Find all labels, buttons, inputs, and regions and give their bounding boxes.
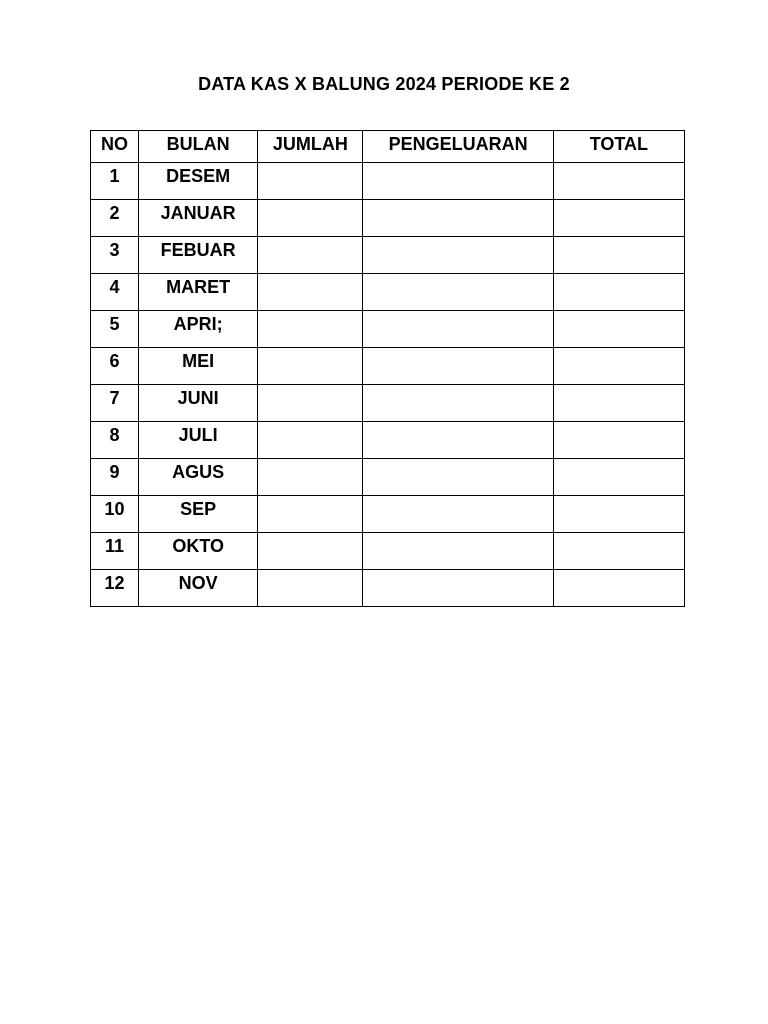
cell-jumlah (258, 237, 363, 274)
table-header-row (91, 131, 685, 163)
cell-jumlah (258, 274, 363, 311)
cell-no: 8 (91, 422, 139, 459)
cell-total (553, 237, 684, 274)
document-title: DATA KAS X BALUNG 2024 PERIODE KE 2 (198, 74, 570, 94)
cell-bulan: FEBUAR (139, 237, 258, 274)
table-row (91, 496, 685, 533)
cell-no: 2 (91, 200, 139, 237)
cell-total (553, 163, 684, 200)
table-row (91, 274, 685, 311)
cell-bulan: APRI; (139, 311, 258, 348)
cell-no: 6 (91, 348, 139, 385)
cell-jumlah (258, 422, 363, 459)
cell-no: 5 (91, 311, 139, 348)
cell-pengeluaran (363, 274, 553, 311)
cell-total (553, 385, 684, 422)
cell-no: 4 (91, 274, 139, 311)
cell-pengeluaran (363, 200, 553, 237)
cell-no: 7 (91, 385, 139, 422)
cell-total (553, 570, 684, 607)
table-row (91, 200, 685, 237)
cell-bulan: SEP (139, 496, 258, 533)
cell-bulan: JANUAR (139, 200, 258, 237)
cell-no: 3 (91, 237, 139, 274)
header-no: NO (91, 131, 139, 163)
cell-total (553, 422, 684, 459)
header-bulan: BULAN (139, 131, 258, 163)
header-jumlah: JUMLAH (258, 131, 363, 163)
cell-pengeluaran (363, 496, 553, 533)
cell-bulan: JULI (139, 422, 258, 459)
cell-total (553, 533, 684, 570)
cell-no: 10 (91, 496, 139, 533)
cell-jumlah (258, 459, 363, 496)
cell-bulan: NOV (139, 570, 258, 607)
cell-pengeluaran (363, 459, 553, 496)
header-pengeluaran: PENGELUARAN (363, 131, 553, 163)
cell-pengeluaran (363, 348, 553, 385)
cell-jumlah (258, 533, 363, 570)
cell-no: 9 (91, 459, 139, 496)
table-row (91, 163, 685, 200)
cell-pengeluaran (363, 533, 553, 570)
cell-total (553, 459, 684, 496)
table-row (91, 348, 685, 385)
table-row (91, 422, 685, 459)
table-row (91, 311, 685, 348)
cell-jumlah (258, 385, 363, 422)
cell-bulan: AGUS (139, 459, 258, 496)
cell-bulan: DESEM (139, 163, 258, 200)
cell-total (553, 348, 684, 385)
table-row (91, 533, 685, 570)
table-row (91, 237, 685, 274)
cell-total (553, 274, 684, 311)
header-total: TOTAL (553, 131, 684, 163)
cell-pengeluaran (363, 385, 553, 422)
cell-pengeluaran (363, 311, 553, 348)
cell-jumlah (258, 200, 363, 237)
cell-jumlah (258, 311, 363, 348)
cell-no: 1 (91, 163, 139, 200)
cell-no: 12 (91, 570, 139, 607)
cell-jumlah (258, 348, 363, 385)
cell-jumlah (258, 570, 363, 607)
cell-pengeluaran (363, 237, 553, 274)
table-row (91, 570, 685, 607)
cell-bulan: MARET (139, 274, 258, 311)
cash-table (90, 130, 685, 607)
table-row (91, 385, 685, 422)
cell-total (553, 200, 684, 237)
cell-total (553, 311, 684, 348)
cell-pengeluaran (363, 570, 553, 607)
cell-pengeluaran (363, 163, 553, 200)
table-row (91, 459, 685, 496)
cell-total (553, 496, 684, 533)
cell-pengeluaran (363, 422, 553, 459)
cell-jumlah (258, 496, 363, 533)
cell-bulan: OKTO (139, 533, 258, 570)
cell-jumlah (258, 163, 363, 200)
cell-no: 11 (91, 533, 139, 570)
cell-bulan: JUNI (139, 385, 258, 422)
cell-bulan: MEI (139, 348, 258, 385)
